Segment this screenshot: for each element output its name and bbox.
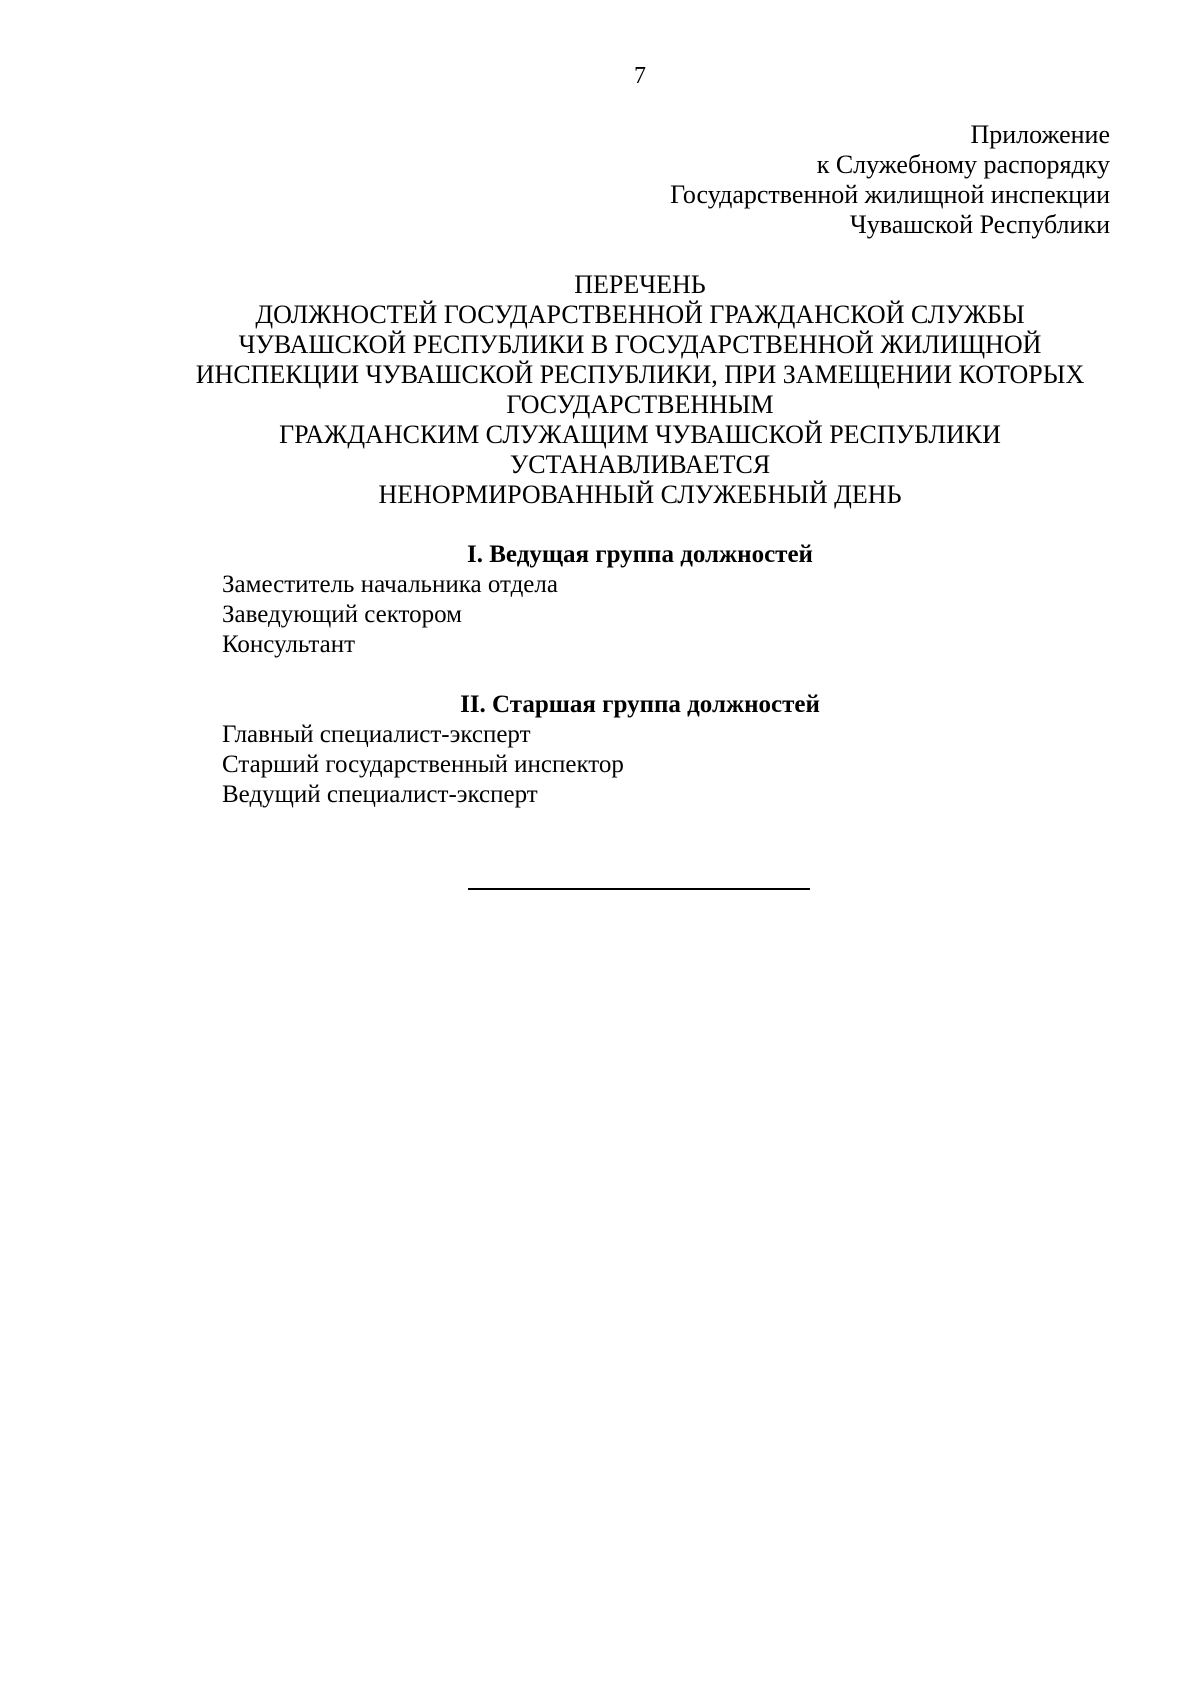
list-item: Консультант <box>222 631 356 658</box>
title-line: ГРАЖДАНСКИМ СЛУЖАЩИМ ЧУВАШСКОЙ РЕСПУБЛИКИ <box>279 420 1001 449</box>
title-line: НЕНОРМИРОВАННЫЙ СЛУЖЕБНЫЙ ДЕНЬ <box>378 480 902 509</box>
position-list <box>222 570 1200 660</box>
position-list <box>222 720 1200 810</box>
section-heading: I. Ведущая группа должностей <box>467 541 813 568</box>
title-line: ИНСПЕКЦИИ ЧУВАШСКОЙ РЕСПУБЛИКИ, ПРИ ЗАМЕЩЕНИИ КОТОРЫХ <box>195 360 1085 389</box>
list-item: Старший государственный инспектор <box>222 751 624 778</box>
list-item: Заместитель начальника отдела <box>222 571 558 598</box>
section-leading-group <box>0 540 1200 660</box>
page-number: 7 <box>634 63 646 89</box>
list-item: Ведущий специалист-эксперт <box>222 781 538 808</box>
appendix-line: Чувашской Республики <box>849 210 1110 239</box>
appendix-note <box>670 120 1110 240</box>
title-line: ГОСУДАРСТВЕННЫМ <box>506 390 774 419</box>
appendix-line: Приложение <box>970 120 1110 149</box>
title-line: ДОЛЖНОСТЕЙ ГОСУДАРСТВЕННОЙ ГРАЖДАНСКОЙ СЛУЖБЫ <box>255 300 1025 329</box>
title-line: ЧУВАШСКОЙ РЕСПУБЛИКИ В ГОСУДАРСТВЕННОЙ ЖИЛИЩНОЙ <box>238 330 1042 359</box>
appendix-line: Государственной жилищной инспекции <box>670 180 1110 209</box>
list-item: Главный специалист-эксперт <box>222 721 531 748</box>
appendix-line: к Служебному распорядку <box>816 150 1110 179</box>
list-item: Заведующий сектором <box>222 601 462 628</box>
title-line: УСТАНАВЛИВАЕТСЯ <box>509 450 771 479</box>
document-title <box>150 270 1130 510</box>
section-heading: II. Старшая группа должностей <box>460 691 820 718</box>
section-senior-group <box>0 690 1200 810</box>
title-line: ПЕРЕЧЕНЬ <box>574 270 706 299</box>
end-rule <box>468 888 810 890</box>
